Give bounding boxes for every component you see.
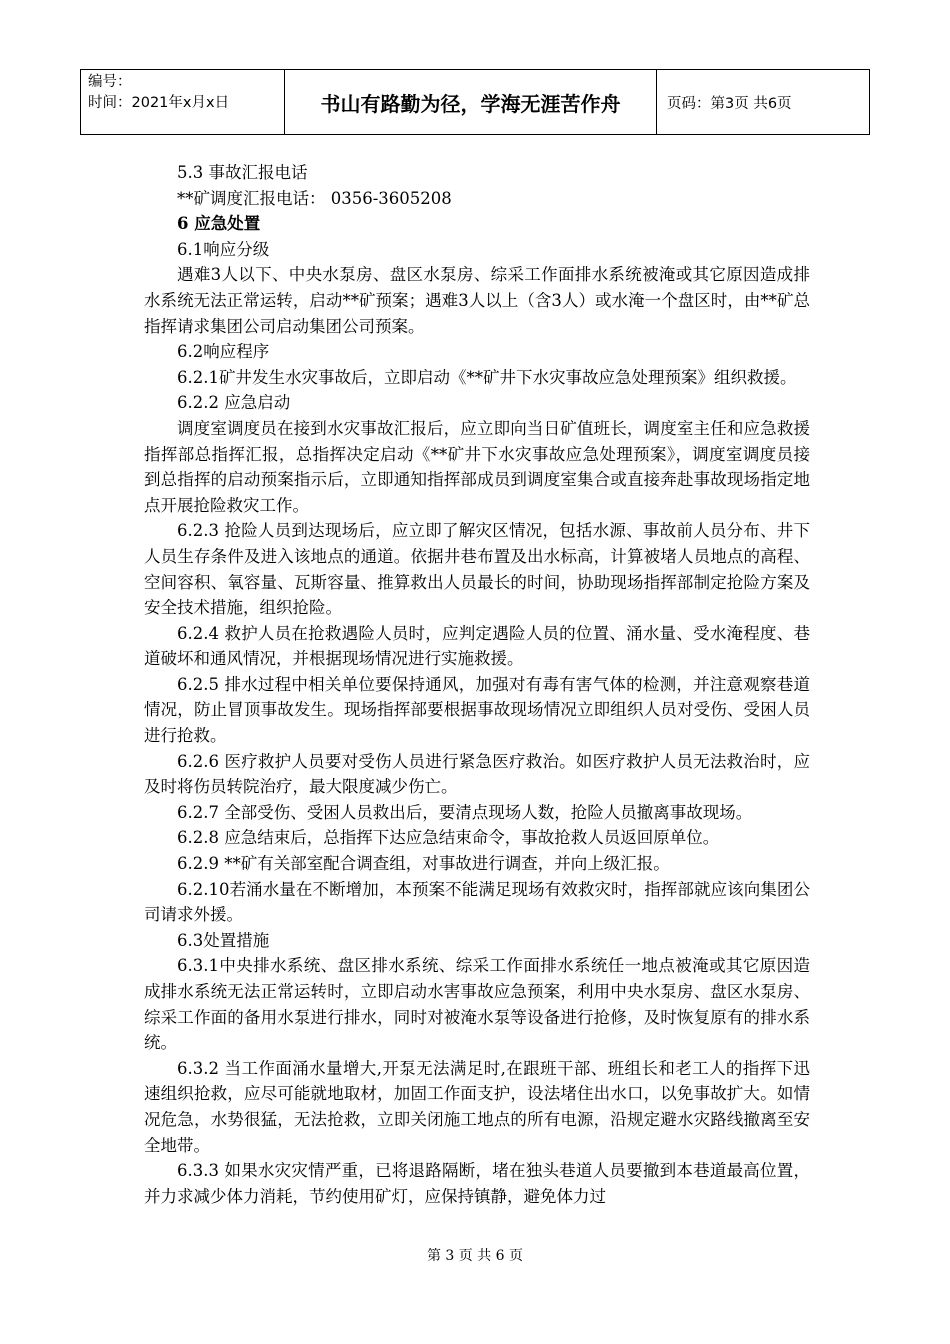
- paragraph: 6.2.9 **矿有关部室配合调查组，对事故进行调查，并向上级汇报。: [177, 854, 670, 874]
- header-motto: 书山有路勤为径，学海无涯苦作舟: [285, 70, 657, 134]
- paragraph: 6.3.1中央排水系统、盘区排水系统、综采工作面排水系统任一地点被淹或其它原因造成排水系统无法正常运转时，立即启动水害事故应急预案，利用中央水泵房、盘区水泵房、综采工作面的备用水泵进行排水，同时对被淹水泵等设备进行抢修，及时恢复原有的排水系统。: [144, 956, 810, 1053]
- paragraph: 6.2.6 医疗救护人员要对受伤人员进行紧急医疗救治。如医疗救护人员无法救治时，应及时将伤员转院治疗，最大限度减少伤亡。: [144, 751, 810, 797]
- document-number: 编号：: [88, 74, 132, 90]
- paragraph: 6.2.4 救护人员在抢救遇险人员时，应判定遇险人员的位置、涌水量、受水淹程度、巷道破坏和通风情况，并根据现场情况进行实施救援。: [144, 623, 810, 669]
- paragraph: 6.2.3 抢险人员到达现场后，应立即了解灾区情况，包括水源、事故前人员分布、井下人员生存条件及进入该地点的通道。依据井巷布置及出水标高，计算被堵人员地点的高程、空间容积、氧容量、瓦斯容量、推算救出人员最长的时间，协助现场指挥部制定抢险方案及安全技术措施，组织抢险。: [144, 521, 810, 618]
- paragraph: 6.2.8 应急结束后，总指挥下达应急结束命令，事故抢救人员返回原单位。: [177, 828, 720, 848]
- paragraph: 6.2.1矿井发生水灾事故后，立即启动《**矿井下水灾事故应急处理预案》组织救援。: [177, 367, 797, 387]
- page-footer: 第 3 页 共 6 页: [426, 1248, 524, 1264]
- paragraph: 6.3.3 如果水灾灾情严重，已将退路隔断，堵在独头巷道人员要撤到本巷道最高位置，并力求减少体力消耗，节约使用矿灯，应保持镇静，避免体力过: [144, 1161, 810, 1206]
- paragraph: 6.1响应分级: [177, 239, 270, 259]
- page-header: [80, 69, 870, 135]
- paragraph: 6.3.2 当工作面涌水量增大,开泵无法满足时,在跟班干部、班组长和老工人的指挥下迅速组织抢救，应尽可能就地取材，加固工作面支护，设法堵住出水口，以免事故扩大。如情况危急，水势很猛，无法抢救，立即关闭施工地点的所有电源，沿规定避水灾路线撤离至安全地带。: [144, 1058, 810, 1155]
- section-heading: 6 应急处置: [177, 214, 261, 234]
- document-body: [144, 160, 810, 1209]
- paragraph: 6.2响应程序: [177, 342, 270, 362]
- header-meta: [81, 70, 285, 134]
- header-page-info: 页码：第3页 共6页: [667, 95, 792, 112]
- paragraph: 6.2.7 全部受伤、受困人员救出后，要清点现场人数，抢险人员撤离事故现场。: [177, 802, 753, 822]
- paragraph: 遇难3人以下、中央水泵房、盘区水泵房、综采工作面排水系统被淹或其它原因造成排水系统无法正常运转，启动**矿预案；遇难3人以上（含3人）或水淹一个盘区时，由**矿总指挥请求集团公司启动集团公司预案。: [144, 265, 810, 336]
- paragraph: 6.2.2 应急启动: [177, 393, 291, 413]
- paragraph: 调度室调度员在接到水灾事故汇报后，应立即向当日矿值班长，调度室主任和应急救援指挥部总指挥汇报，总指挥决定启动《**矿井下水灾事故应急处理预案》，调度室调度员接到总指挥的启动预案指示后，立即通知指挥部成员到调度室集合或直接奔赴事故现场指定地点开展抢险救灾工作。: [144, 418, 810, 515]
- paragraph: 6.2.5 排水过程中相关单位要保持通风，加强对有毒有害气体的检测，并注意观察巷道情况，防止冒顶事故发生。现场指挥部要根据事故现场情况立即组织人员对受伤、受困人员进行抢救。: [144, 674, 810, 746]
- document-date: 时间：2021年x月x日: [88, 95, 230, 111]
- paragraph: **矿调度汇报电话： 0356-3605208: [177, 188, 452, 208]
- paragraph: 6.3处置措施: [177, 930, 270, 950]
- paragraph: 6.2.10若涌水量在不断增加，本预案不能满足现场有效救灾时，指挥部就应该向集团公司请求外援。: [144, 879, 810, 925]
- paragraph: 5.3 事故汇报电话: [177, 163, 308, 182]
